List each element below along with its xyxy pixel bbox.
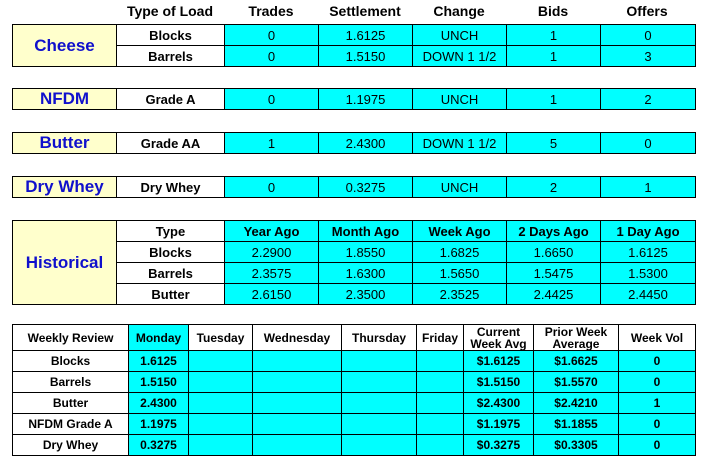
historical-header-month-ago: Month Ago xyxy=(319,221,413,242)
weekly-header-tuesday: Tuesday xyxy=(189,325,253,351)
dry-whey-settlement: 0.3275 xyxy=(319,177,413,198)
dry-whey-trades: 0 xyxy=(225,177,319,198)
dry-whey-label: Dry Whey xyxy=(13,177,117,198)
weekly-header-wednesday: Wednesday xyxy=(253,325,342,351)
weekly-cell-prior-avg: $1.1855 xyxy=(534,414,619,435)
weekly-header-monday: Monday xyxy=(129,325,189,351)
historical-table xyxy=(12,220,696,305)
weekly-cell-wednesday xyxy=(253,372,342,393)
weekly-cell-current-avg: $1.1975 xyxy=(464,414,534,435)
butter-trades: 1 xyxy=(225,133,319,154)
historical-cell: 1.6825 xyxy=(413,242,507,263)
historical-cell: 1.6650 xyxy=(507,242,601,263)
nfdm-change: UNCH xyxy=(413,89,507,110)
cheese-barrels-bids: 1 xyxy=(507,46,601,67)
historical-cell: 2.3525 xyxy=(413,284,507,305)
nfdm-type: Grade A xyxy=(117,89,225,110)
weekly-cell-tuesday xyxy=(189,351,253,372)
weekly-cell-current-avg: $1.5150 xyxy=(464,372,534,393)
weekly-cell-friday xyxy=(417,372,464,393)
weekly-header-current-week-avg: Current Week Avg xyxy=(464,325,534,351)
weekly-cell-monday: 2.4300 xyxy=(129,393,189,414)
weekly-cell-thursday xyxy=(342,435,417,456)
historical-header-2-days-ago: 2 Days Ago xyxy=(507,221,601,242)
header-settlement: Settlement xyxy=(329,3,401,19)
weekly-cell-wednesday xyxy=(253,351,342,372)
historical-header-1-day-ago: 1 Day Ago xyxy=(601,221,696,242)
weekly-cell-week-vol: 0 xyxy=(619,414,696,435)
historical-cell: 2.3500 xyxy=(319,284,413,305)
nfdm-label: NFDM xyxy=(13,89,117,110)
nfdm-trades: 0 xyxy=(225,89,319,110)
weekly-cell-friday xyxy=(417,351,464,372)
weekly-row-label: Butter xyxy=(13,393,129,414)
weekly-cell-current-avg: $1.6125 xyxy=(464,351,534,372)
butter-bids: 5 xyxy=(507,133,601,154)
nfdm-bids: 1 xyxy=(507,89,601,110)
nfdm-table xyxy=(12,88,696,110)
dry-whey-change: UNCH xyxy=(413,177,507,198)
dry-whey-type: Dry Whey xyxy=(117,177,225,198)
weekly-cell-tuesday xyxy=(189,393,253,414)
butter-label: Butter xyxy=(13,133,117,154)
weekly-row-label: Blocks xyxy=(13,351,129,372)
weekly-cell-thursday xyxy=(342,351,417,372)
weekly-review-table xyxy=(12,324,696,456)
historical-header-type: Type xyxy=(117,221,225,242)
historical-label: Historical xyxy=(13,221,117,305)
weekly-header-thursday: Thursday xyxy=(342,325,417,351)
weekly-cell-monday: 1.1975 xyxy=(129,414,189,435)
historical-cell: 2.4450 xyxy=(601,284,696,305)
weekly-row-label: Barrels xyxy=(13,372,129,393)
cheese-barrels-settlement: 1.5150 xyxy=(319,46,413,67)
weekly-cell-wednesday xyxy=(253,435,342,456)
dry-whey-table xyxy=(12,176,696,198)
butter-settlement: 2.4300 xyxy=(319,133,413,154)
weekly-header-friday: Friday xyxy=(417,325,464,351)
nfdm-settlement: 1.1975 xyxy=(319,89,413,110)
weekly-header-prior-week-average: Prior Week Average xyxy=(534,325,619,351)
cheese-table xyxy=(12,24,696,67)
weekly-row-label: NFDM Grade A xyxy=(13,414,129,435)
historical-row-type: Barrels xyxy=(117,263,225,284)
weekly-cell-tuesday xyxy=(189,372,253,393)
cheese-blocks-settlement: 1.6125 xyxy=(319,25,413,46)
weekly-row-label: Dry Whey xyxy=(13,435,129,456)
weekly-cell-week-vol: 1 xyxy=(619,393,696,414)
weekly-cell-current-avg: $2.4300 xyxy=(464,393,534,414)
weekly-cell-week-vol: 0 xyxy=(619,351,696,372)
historical-cell: 2.4425 xyxy=(507,284,601,305)
historical-cell: 1.5650 xyxy=(413,263,507,284)
cheese-type-barrels: Barrels xyxy=(117,46,225,67)
historical-row-type: Butter xyxy=(117,284,225,305)
cheese-blocks-trades: 0 xyxy=(225,25,319,46)
weekly-cell-prior-avg: $1.5570 xyxy=(534,372,619,393)
weekly-cell-current-avg: $0.3275 xyxy=(464,435,534,456)
historical-cell: 2.3575 xyxy=(225,263,319,284)
weekly-cell-tuesday xyxy=(189,414,253,435)
weekly-cell-prior-avg: $1.6625 xyxy=(534,351,619,372)
weekly-cell-friday xyxy=(417,393,464,414)
historical-cell: 2.2900 xyxy=(225,242,319,263)
cheese-barrels-change: DOWN 1 1/2 xyxy=(413,46,507,67)
historical-header-week-ago: Week Ago xyxy=(413,221,507,242)
weekly-cell-thursday xyxy=(342,372,417,393)
historical-header-year-ago: Year Ago xyxy=(225,221,319,242)
weekly-cell-week-vol: 0 xyxy=(619,435,696,456)
historical-cell: 1.6125 xyxy=(601,242,696,263)
cheese-type-blocks: Blocks xyxy=(117,25,225,46)
historical-cell: 1.8550 xyxy=(319,242,413,263)
header-type-of-load: Type of Load xyxy=(126,3,214,19)
historical-cell: 1.5300 xyxy=(601,263,696,284)
butter-table xyxy=(12,132,696,154)
weekly-cell-monday: 1.5150 xyxy=(129,372,189,393)
historical-row-type: Blocks xyxy=(117,242,225,263)
weekly-cell-wednesday xyxy=(253,414,342,435)
cheese-blocks-offers: 0 xyxy=(601,25,696,46)
weekly-cell-week-vol: 0 xyxy=(619,372,696,393)
header-bids: Bids xyxy=(537,3,569,19)
historical-cell: 2.6150 xyxy=(225,284,319,305)
cheese-barrels-trades: 0 xyxy=(225,46,319,67)
historical-cell: 1.5475 xyxy=(507,263,601,284)
weekly-cell-wednesday xyxy=(253,393,342,414)
historical-cell: 1.6300 xyxy=(319,263,413,284)
cheese-barrels-offers: 3 xyxy=(601,46,696,67)
header-offers: Offers xyxy=(626,3,668,19)
weekly-cell-thursday xyxy=(342,414,417,435)
header-change: Change xyxy=(433,3,485,19)
weekly-cell-prior-avg: $0.3305 xyxy=(534,435,619,456)
weekly-cell-friday xyxy=(417,414,464,435)
butter-change: DOWN 1 1/2 xyxy=(413,133,507,154)
cheese-blocks-change: UNCH xyxy=(413,25,507,46)
weekly-cell-tuesday xyxy=(189,435,253,456)
cheese-label: Cheese xyxy=(13,25,117,67)
butter-offers: 0 xyxy=(601,133,696,154)
weekly-cell-monday: 1.6125 xyxy=(129,351,189,372)
weekly-cell-thursday xyxy=(342,393,417,414)
weekly-cell-prior-avg: $2.4210 xyxy=(534,393,619,414)
dry-whey-offers: 1 xyxy=(601,177,696,198)
weekly-header-week-vol: Week Vol xyxy=(619,325,696,351)
butter-type: Grade AA xyxy=(117,133,225,154)
cheese-blocks-bids: 1 xyxy=(507,25,601,46)
weekly-cell-monday: 0.3275 xyxy=(129,435,189,456)
weekly-cell-friday xyxy=(417,435,464,456)
nfdm-offers: 2 xyxy=(601,89,696,110)
dry-whey-bids: 2 xyxy=(507,177,601,198)
header-trades: Trades xyxy=(248,3,294,19)
weekly-header-review: Weekly Review xyxy=(13,325,129,351)
